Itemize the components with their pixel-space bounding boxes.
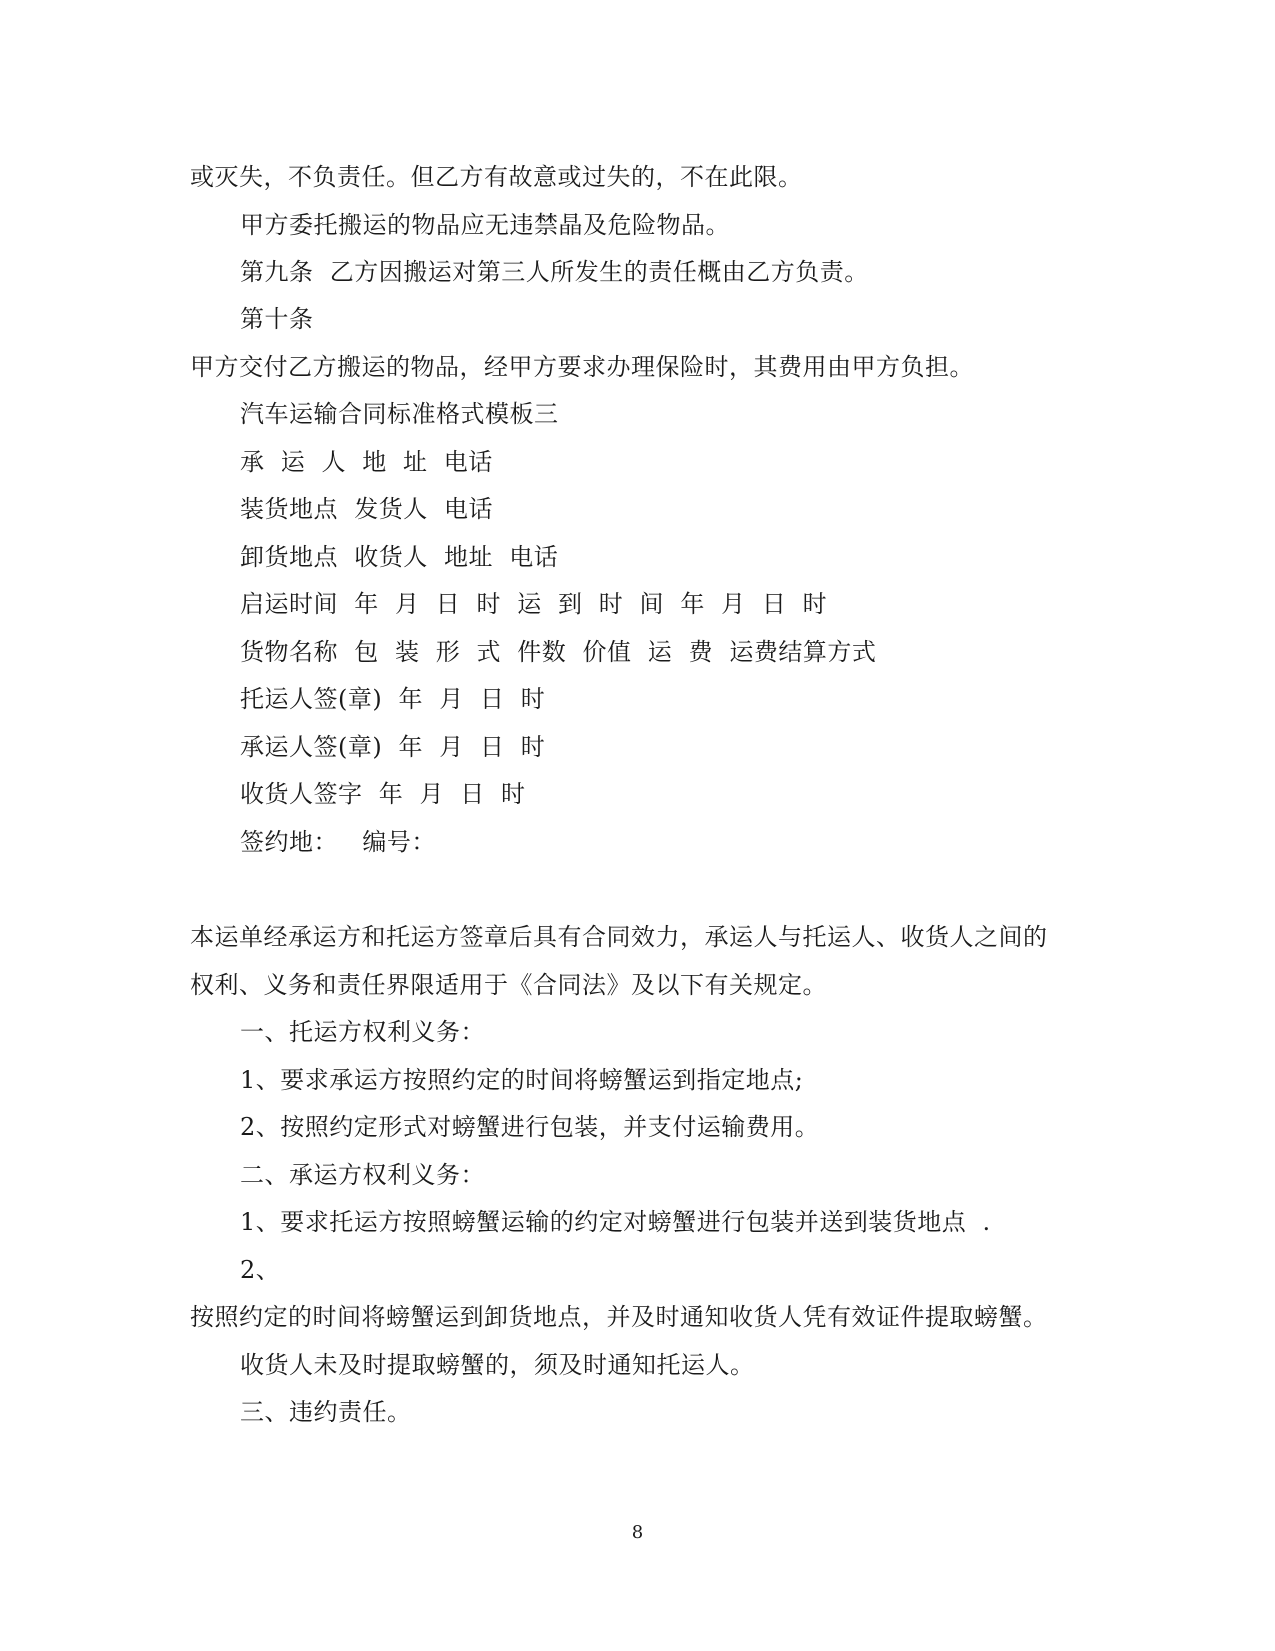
form-field-line: 承运人签(章) 年 月 日 时 bbox=[240, 733, 546, 761]
section-title: 汽车运输合同标准格式模板三 bbox=[240, 400, 559, 428]
form-field-line: 启运时间 年 月 日 时 运 到 时 间 年 月 日 时 bbox=[240, 590, 828, 618]
text-line: 权利、义务和责任界限适用于《合同法》及以下有关规定。 bbox=[190, 971, 827, 999]
text-line: 2、按照约定形式对螃蟹进行包装，并支付运输费用。 bbox=[240, 1113, 820, 1141]
form-field-line: 签约地： 编号： bbox=[240, 828, 436, 856]
form-field-line: 卸货地点 收货人 地址 电话 bbox=[240, 543, 559, 571]
text-line: 1、要求承运方按照约定的时间将螃蟹运到指定地点; bbox=[240, 1066, 804, 1094]
clause-heading: 一、托运方权利义务： bbox=[240, 1018, 485, 1046]
form-field-line: 承 运 人 地 址 电话 bbox=[240, 448, 493, 476]
text-line: 收货人未及时提取螃蟹的，须及时通知托运人。 bbox=[240, 1351, 755, 1379]
text-line: 第十条 bbox=[240, 305, 314, 333]
text-line: 本运单经承运方和托运方签章后具有合同效力，承运人与托运人、收货人之间的 bbox=[190, 923, 1048, 951]
text-line: 甲方委托搬运的物品应无违禁晶及危险物品。 bbox=[240, 211, 730, 239]
form-field-line: 托运人签(章) 年 月 日 时 bbox=[240, 685, 546, 713]
text-line: 或灭失，不负责任。但乙方有故意或过失的，不在此限。 bbox=[190, 163, 803, 191]
text-line: 甲方交付乙方搬运的物品，经甲方要求办理保险时，其费用由甲方负担。 bbox=[190, 353, 974, 381]
form-field-line: 货物名称 包 装 形 式 件数 价值 运 费 运费结算方式 bbox=[240, 638, 877, 666]
form-field-line: 装货地点 发货人 电话 bbox=[240, 495, 494, 523]
clause-heading: 二、承运方权利义务： bbox=[240, 1161, 485, 1189]
text-line: 按照约定的时间将螃蟹运到卸货地点，并及时通知收货人凭有效证件提取螃蟹。 bbox=[190, 1303, 1048, 1331]
text-line: 1、要求托运方按照螃蟹运输的约定对螃蟹进行包装并送到装货地点 . bbox=[240, 1208, 991, 1236]
page-number: 8 bbox=[631, 1522, 644, 1543]
text-line: 第九条 乙方因搬运对第三人所发生的责任概由乙方负责。 bbox=[240, 258, 869, 286]
clause-heading: 三、违约责任。 bbox=[240, 1398, 412, 1426]
form-field-line: 收货人签字 年 月 日 时 bbox=[240, 780, 526, 808]
text-line: 2、 bbox=[240, 1256, 281, 1284]
